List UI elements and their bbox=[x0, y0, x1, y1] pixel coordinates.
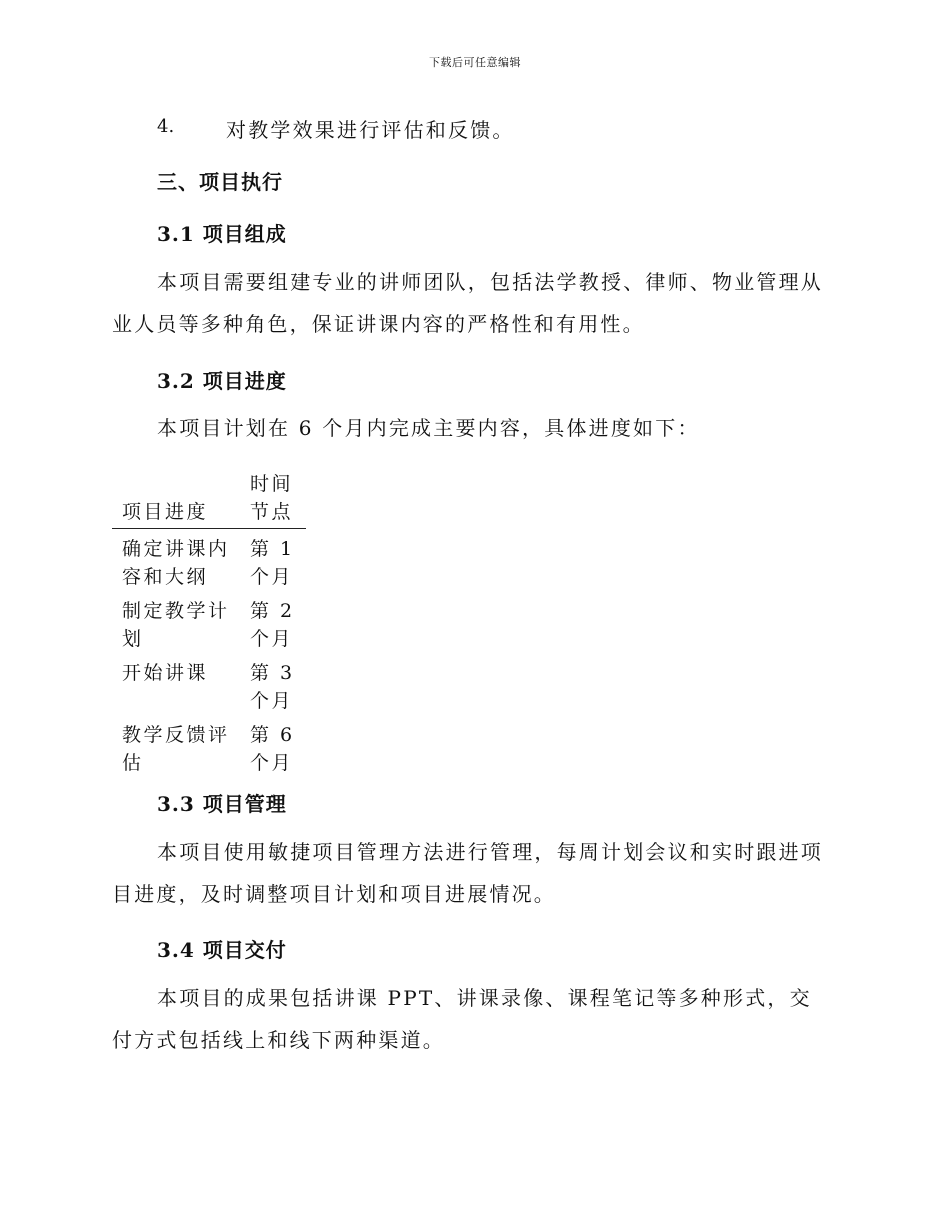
table-row bbox=[112, 591, 306, 653]
table-header-cell: 时间节点 bbox=[250, 473, 294, 523]
table-row bbox=[112, 653, 306, 715]
section-3-4-title: 3.4 项目交付 bbox=[157, 938, 287, 962]
table-cell: 开始讲课 bbox=[122, 662, 209, 684]
list-item-text: 对教学效果进行评估和反馈。 bbox=[226, 118, 515, 142]
table-header-row bbox=[112, 470, 306, 529]
table-row bbox=[112, 529, 306, 591]
table-cell: 制定教学计划 bbox=[122, 600, 230, 650]
section-3-1-title: 3.1 项目组成 bbox=[157, 222, 287, 246]
section-3-4-paragraph: 本项目的成果包括讲课 PPT、讲课录像、课程笔记等多种形式，交付方式包括线上和线下两种渠道。 bbox=[112, 986, 812, 1052]
list-item-number: 4. bbox=[157, 116, 175, 137]
section-3-1-paragraph: 本项目需要组建专业的讲师团队，包括法学教授、律师、物业管理从业人员等多种角色，保证讲课内容的严格性和有用性。 bbox=[112, 270, 823, 336]
table-cell: 教学反馈评估 bbox=[122, 724, 230, 774]
table-cell: 确定讲课内容和大纲 bbox=[122, 538, 230, 588]
table-cell: 第 3 个月 bbox=[250, 662, 295, 712]
section-3-3-title: 3.3 项目管理 bbox=[157, 792, 287, 816]
page-header: 下载后可任意编辑 bbox=[429, 56, 521, 69]
section-3-2-paragraph: 本项目计划在 6 个月内完成主要内容，具体进度如下： bbox=[157, 416, 700, 440]
schedule-table bbox=[112, 470, 306, 777]
table-header-cell: 项目进度 bbox=[122, 501, 209, 523]
table-cell: 第 1 个月 bbox=[250, 538, 295, 588]
table-cell: 第 2 个月 bbox=[250, 600, 295, 650]
section-3-title: 三、项目执行 bbox=[157, 170, 283, 194]
section-3-3-paragraph: 本项目使用敏捷项目管理方法进行管理，每周计划会议和实时跟进项目进度，及时调整项目计划和项目进展情况。 bbox=[112, 840, 823, 906]
table-row bbox=[112, 715, 306, 777]
section-3-2-title: 3.2 项目进度 bbox=[157, 369, 287, 393]
table-cell: 第 6 个月 bbox=[250, 724, 295, 774]
